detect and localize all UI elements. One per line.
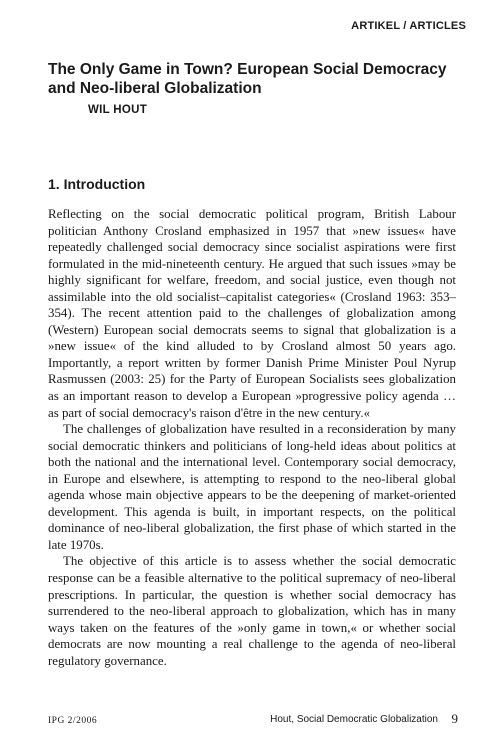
article-title: The Only Game in Town? European Social Democracy and Neo-liberal Globalization bbox=[48, 61, 447, 97]
section-label: ARTIKEL / ARTICLES bbox=[351, 20, 466, 32]
page-number: 9 bbox=[451, 711, 458, 726]
article-body bbox=[48, 206, 456, 669]
footer-running-title: Hout, Social Democratic Globalization bbox=[270, 714, 438, 725]
section-heading: 1. Introduction bbox=[48, 176, 146, 192]
author-name: WIL HOUT bbox=[88, 104, 148, 116]
paragraph: The challenges of globalization have resulted in a reconsideration by many social democratic thinkers and politicians of long-held ideas about politics at both the national and the international level. Contemporary social democracy, in Europe and elsewhere, is attempting to respond to the neo-liberal global agenda whose main objective appears to be the deepening of market-oriented development. This agenda is built, in important respects, on the political dominance of neo-liberal globalization, the first phase of which started in the late 1970s. bbox=[48, 422, 456, 552]
paragraph: The objective of this article is to assess whether the social democratic response can be a feasible alternative to the political supremacy of neo-liberal prescriptions. In particular, the question is whether social democracy has surrendered to the neo-liberal approach to globalization, which has in many ways taken on the features of the »only game in town,« or whether social democrats are now mounting a real challenge to the agenda of neo-liberal regulatory governance. bbox=[48, 554, 456, 668]
paragraph: Reflecting on the social democratic political program, British Labour politician Anthony Crosland emphasized in 1957 that »new issues« have repeatedly challenged social democracy since socialist aspirations were first formulated in the mid-nineteenth century. He argued that such issues »may be highly significant for welfare, freedom, and social justice, even though not assimilable into the old socialist–capitalist categories« (Crosland 1963: 353–354). The recent attention paid to the challenges of globalization among (Western) European social democrats seems to signal that globalization is a »new issue« of the kind alluded to by Crosland almost 50 years ago. Importantly, a report written by former Danish Prime Minister Poul Nyrup Rasmussen (2003: 25) for the Party of European Socialists sees globalization as an important reason to develop a European »progressive policy agenda … as part of social democracy's raison d'être in the new century.« bbox=[48, 207, 456, 420]
footer-journal: IPG 2/2006 bbox=[48, 716, 98, 726]
